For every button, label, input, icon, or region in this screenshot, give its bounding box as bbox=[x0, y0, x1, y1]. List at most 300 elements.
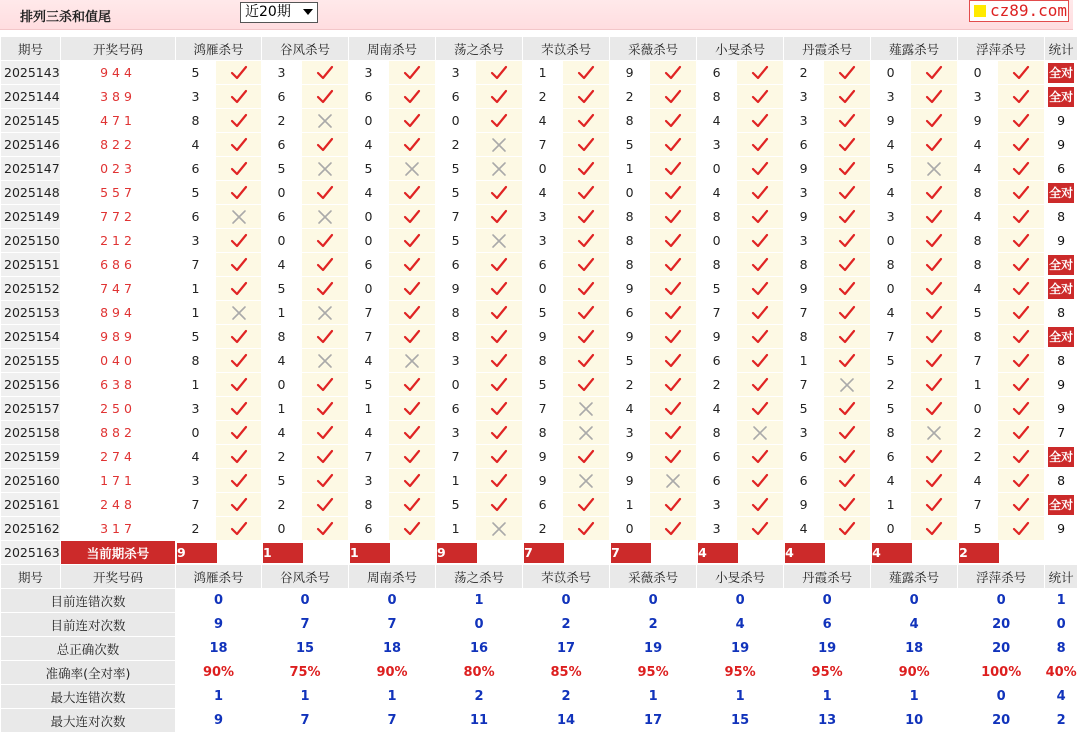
kill-number-cell: 3 bbox=[871, 85, 911, 109]
check-icon bbox=[317, 66, 333, 80]
check-icon bbox=[839, 114, 855, 128]
summary-value: 2 bbox=[523, 613, 610, 637]
kill-number-cell: 1 bbox=[262, 397, 302, 421]
result-cell bbox=[998, 205, 1045, 229]
kill-number-cell: 4 bbox=[871, 469, 911, 493]
summary-value: 7 bbox=[349, 613, 436, 637]
summary-value: 7 bbox=[262, 709, 349, 733]
issue-cell: 2025150 bbox=[1, 229, 61, 253]
kill-number-cell: 3 bbox=[697, 493, 737, 517]
kill-number-cell: 6 bbox=[697, 445, 737, 469]
summary-value: 0 bbox=[1045, 613, 1078, 637]
summary-value: 95% bbox=[610, 661, 697, 685]
all-correct-badge: 全对 bbox=[1048, 63, 1074, 83]
kill-number-cell: 5 bbox=[697, 277, 737, 301]
kill-number-cell: 7 bbox=[784, 301, 824, 325]
draw-number-cell: 638 bbox=[61, 373, 176, 397]
result-cell bbox=[302, 349, 349, 373]
stat-cell bbox=[1045, 325, 1078, 349]
check-icon bbox=[665, 402, 681, 416]
summary-row bbox=[1, 613, 1078, 637]
current-kill-cell bbox=[610, 541, 697, 565]
result-cell bbox=[650, 349, 697, 373]
check-icon bbox=[926, 234, 942, 248]
check-icon bbox=[752, 498, 768, 512]
draw-number-cell: 171 bbox=[61, 469, 176, 493]
result-cell bbox=[911, 229, 958, 253]
current-kill-badge: 4 bbox=[872, 543, 912, 563]
result-cell bbox=[824, 373, 871, 397]
check-icon bbox=[231, 378, 247, 392]
kill-number-cell: 1 bbox=[523, 61, 563, 85]
result-cell bbox=[476, 253, 523, 277]
result-cell bbox=[650, 301, 697, 325]
cross-icon bbox=[404, 162, 420, 176]
result-cell bbox=[998, 493, 1045, 517]
kill-number-cell: 7 bbox=[523, 133, 563, 157]
result-cell bbox=[302, 205, 349, 229]
kill-number-cell: 1 bbox=[176, 373, 216, 397]
check-icon bbox=[665, 522, 681, 536]
check-icon bbox=[752, 306, 768, 320]
result-cell bbox=[824, 301, 871, 325]
kill-number-cell: 8 bbox=[436, 301, 476, 325]
check-icon bbox=[231, 426, 247, 440]
kill-number-cell: 8 bbox=[176, 349, 216, 373]
check-icon bbox=[491, 498, 507, 512]
result-cell bbox=[998, 421, 1045, 445]
result-cell bbox=[216, 61, 262, 85]
check-icon bbox=[578, 258, 594, 272]
kill-number-cell: 8 bbox=[958, 253, 998, 277]
check-icon bbox=[752, 66, 768, 80]
kill-number-cell: 6 bbox=[349, 517, 389, 541]
current-kill-cell bbox=[349, 541, 436, 565]
kill-number-cell: 4 bbox=[958, 469, 998, 493]
column-header: 周南杀号 bbox=[349, 565, 436, 589]
result-cell bbox=[302, 85, 349, 109]
summary-row bbox=[1, 661, 1078, 685]
check-icon bbox=[317, 378, 333, 392]
stat-cell bbox=[1045, 277, 1078, 301]
check-icon bbox=[491, 186, 507, 200]
kill-number-cell: 5 bbox=[436, 157, 476, 181]
result-cell bbox=[998, 229, 1045, 253]
check-icon bbox=[404, 474, 420, 488]
summary-value: 0 bbox=[784, 589, 871, 613]
kill-number-cell: 6 bbox=[436, 253, 476, 277]
check-icon bbox=[491, 378, 507, 392]
kill-number-cell: 2 bbox=[958, 445, 998, 469]
check-icon bbox=[752, 210, 768, 224]
check-icon bbox=[491, 306, 507, 320]
kill-number-cell: 7 bbox=[958, 349, 998, 373]
result-cell bbox=[389, 493, 436, 517]
result-cell bbox=[998, 445, 1045, 469]
kill-number-cell: 2 bbox=[871, 373, 911, 397]
check-icon bbox=[578, 138, 594, 152]
period-select[interactable] bbox=[240, 2, 318, 23]
result-cell bbox=[563, 181, 610, 205]
result-cell bbox=[650, 469, 697, 493]
kill-number-cell: 5 bbox=[610, 349, 650, 373]
check-icon bbox=[491, 258, 507, 272]
result-cell bbox=[216, 277, 262, 301]
kill-number-cell: 6 bbox=[349, 85, 389, 109]
draw-number-cell: 944 bbox=[61, 61, 176, 85]
kill-number-cell: 4 bbox=[349, 349, 389, 373]
summary-value: 2 bbox=[436, 685, 523, 709]
kill-number-cell: 7 bbox=[871, 325, 911, 349]
stat-cell: 9 bbox=[1045, 229, 1078, 253]
top-bar bbox=[0, 0, 1073, 30]
kill-number-cell: 5 bbox=[436, 493, 476, 517]
result-cell bbox=[216, 445, 262, 469]
check-icon bbox=[665, 210, 681, 224]
stat-cell: 7 bbox=[1045, 421, 1078, 445]
kill-number-cell: 5 bbox=[349, 373, 389, 397]
issue-cell: 2025153 bbox=[1, 301, 61, 325]
kill-number-cell: 6 bbox=[176, 205, 216, 229]
summary-value: 7 bbox=[349, 709, 436, 733]
check-icon bbox=[665, 66, 681, 80]
draw-number-cell: 389 bbox=[61, 85, 176, 109]
site-logo[interactable] bbox=[969, 0, 1069, 22]
check-icon bbox=[1013, 90, 1029, 104]
result-cell bbox=[389, 373, 436, 397]
result-cell bbox=[216, 157, 262, 181]
result-cell bbox=[216, 469, 262, 493]
column-header: 开奖号码 bbox=[61, 565, 176, 589]
kill-number-cell: 4 bbox=[871, 133, 911, 157]
cross-icon bbox=[491, 138, 507, 152]
kill-number-cell: 9 bbox=[610, 445, 650, 469]
kill-number-cell: 8 bbox=[784, 325, 824, 349]
kill-number-cell: 5 bbox=[176, 61, 216, 85]
result-cell bbox=[824, 85, 871, 109]
check-icon bbox=[491, 114, 507, 128]
check-icon bbox=[491, 402, 507, 416]
kill-number-cell: 5 bbox=[262, 277, 302, 301]
summary-value: 4 bbox=[697, 613, 784, 637]
result-cell bbox=[737, 421, 784, 445]
result-cell bbox=[650, 85, 697, 109]
check-icon bbox=[231, 498, 247, 512]
result-cell bbox=[563, 253, 610, 277]
kill-number-cell: 7 bbox=[349, 325, 389, 349]
stat-cell: 9 bbox=[1045, 109, 1078, 133]
kill-number-cell: 0 bbox=[871, 61, 911, 85]
kill-number-cell: 4 bbox=[958, 133, 998, 157]
check-icon bbox=[231, 90, 247, 104]
cross-icon bbox=[578, 426, 594, 440]
kill-number-cell: 6 bbox=[262, 85, 302, 109]
current-kill-cell bbox=[436, 541, 523, 565]
check-icon bbox=[1013, 258, 1029, 272]
column-header: 丹霞杀号 bbox=[784, 37, 871, 61]
kill-number-cell: 8 bbox=[523, 349, 563, 373]
kill-number-cell: 8 bbox=[958, 229, 998, 253]
result-cell bbox=[824, 157, 871, 181]
issue-cell: 2025154 bbox=[1, 325, 61, 349]
summary-value: 0 bbox=[697, 589, 784, 613]
result-cell bbox=[737, 157, 784, 181]
summary-value: 0 bbox=[349, 589, 436, 613]
column-header: 鸿雁杀号 bbox=[176, 565, 262, 589]
summary-value: 15 bbox=[697, 709, 784, 733]
check-icon bbox=[752, 90, 768, 104]
cross-icon bbox=[926, 426, 942, 440]
all-correct-badge: 全对 bbox=[1048, 183, 1074, 203]
check-icon bbox=[926, 474, 942, 488]
result-cell bbox=[911, 469, 958, 493]
draw-number-cell: 250 bbox=[61, 397, 176, 421]
result-cell bbox=[389, 85, 436, 109]
result-cell bbox=[650, 133, 697, 157]
result-cell bbox=[216, 301, 262, 325]
summary-value: 8 bbox=[1045, 637, 1078, 661]
kill-number-cell: 0 bbox=[349, 229, 389, 253]
check-icon bbox=[317, 138, 333, 152]
result-cell bbox=[824, 205, 871, 229]
kill-number-cell: 3 bbox=[436, 349, 476, 373]
summary-value: 1 bbox=[349, 685, 436, 709]
result-cell bbox=[824, 397, 871, 421]
check-icon bbox=[404, 90, 420, 104]
result-cell bbox=[302, 157, 349, 181]
result-cell bbox=[737, 229, 784, 253]
check-icon bbox=[926, 378, 942, 392]
draw-number-cell: 023 bbox=[61, 157, 176, 181]
result-cell bbox=[389, 517, 436, 541]
check-icon bbox=[578, 114, 594, 128]
result-cell bbox=[737, 85, 784, 109]
check-icon bbox=[404, 330, 420, 344]
kill-number-cell: 2 bbox=[523, 517, 563, 541]
result-cell bbox=[911, 133, 958, 157]
check-icon bbox=[404, 426, 420, 440]
check-icon bbox=[578, 450, 594, 464]
result-cell bbox=[650, 517, 697, 541]
kill-number-cell: 3 bbox=[784, 229, 824, 253]
check-icon bbox=[1013, 498, 1029, 512]
kill-number-cell: 3 bbox=[176, 397, 216, 421]
result-cell bbox=[737, 301, 784, 325]
column-header: 荡之杀号 bbox=[436, 565, 523, 589]
column-header: 期号 bbox=[1, 565, 61, 589]
check-icon bbox=[491, 450, 507, 464]
draw-number-cell: 882 bbox=[61, 421, 176, 445]
kill-number-cell: 9 bbox=[610, 61, 650, 85]
kill-number-cell: 2 bbox=[697, 373, 737, 397]
kill-number-cell: 0 bbox=[958, 61, 998, 85]
check-icon bbox=[231, 66, 247, 80]
summary-value: 0 bbox=[958, 685, 1045, 709]
current-kill-cell bbox=[958, 541, 1045, 565]
result-cell bbox=[216, 205, 262, 229]
check-icon bbox=[1013, 522, 1029, 536]
check-icon bbox=[1013, 210, 1029, 224]
issue-cell: 2025161 bbox=[1, 493, 61, 517]
summary-label: 目前连错次数 bbox=[1, 589, 176, 613]
kill-number-cell: 9 bbox=[871, 109, 911, 133]
kill-number-cell: 0 bbox=[871, 229, 911, 253]
check-icon bbox=[752, 234, 768, 248]
result-cell bbox=[650, 205, 697, 229]
check-icon bbox=[752, 114, 768, 128]
kill-number-cell: 7 bbox=[349, 301, 389, 325]
check-icon bbox=[926, 138, 942, 152]
check-icon bbox=[839, 474, 855, 488]
summary-value: 0 bbox=[436, 613, 523, 637]
result-cell bbox=[737, 277, 784, 301]
summary-value: 16 bbox=[436, 637, 523, 661]
current-kill-cell bbox=[523, 541, 610, 565]
kill-number-cell: 6 bbox=[436, 85, 476, 109]
kill-number-cell: 3 bbox=[176, 229, 216, 253]
result-cell bbox=[998, 517, 1045, 541]
column-header: 谷风杀号 bbox=[262, 565, 349, 589]
check-icon bbox=[491, 66, 507, 80]
kill-number-cell: 0 bbox=[262, 373, 302, 397]
check-icon bbox=[404, 378, 420, 392]
cross-icon bbox=[491, 522, 507, 536]
draw-number-cell: 274 bbox=[61, 445, 176, 469]
chevron-down-icon bbox=[303, 9, 313, 15]
logo-square-icon bbox=[974, 5, 986, 17]
result-cell bbox=[824, 277, 871, 301]
summary-value: 95% bbox=[784, 661, 871, 685]
result-cell bbox=[824, 421, 871, 445]
check-icon bbox=[491, 330, 507, 344]
result-cell bbox=[563, 205, 610, 229]
check-icon bbox=[578, 66, 594, 80]
check-icon bbox=[839, 522, 855, 536]
result-cell bbox=[824, 133, 871, 157]
check-icon bbox=[578, 306, 594, 320]
current-kill-cell bbox=[176, 541, 262, 565]
kill-number-cell: 6 bbox=[784, 469, 824, 493]
summary-label: 最大连对次数 bbox=[1, 709, 176, 733]
kill-number-cell: 0 bbox=[436, 109, 476, 133]
draw-number-cell: 822 bbox=[61, 133, 176, 157]
kill-number-cell: 2 bbox=[958, 421, 998, 445]
cross-icon bbox=[578, 402, 594, 416]
result-cell bbox=[911, 325, 958, 349]
kill-number-cell: 0 bbox=[349, 205, 389, 229]
kill-number-cell: 8 bbox=[958, 181, 998, 205]
check-icon bbox=[752, 450, 768, 464]
kill-number-cell: 6 bbox=[784, 445, 824, 469]
summary-value: 2 bbox=[1045, 709, 1078, 733]
kill-number-cell: 0 bbox=[958, 397, 998, 421]
check-icon bbox=[578, 282, 594, 296]
check-icon bbox=[317, 426, 333, 440]
draw-number-cell: 212 bbox=[61, 229, 176, 253]
result-cell bbox=[563, 325, 610, 349]
kill-number-table bbox=[0, 36, 1078, 733]
current-kill-badge: 1 bbox=[350, 543, 390, 563]
result-cell bbox=[302, 301, 349, 325]
column-header: 浮萍杀号 bbox=[958, 565, 1045, 589]
result-cell bbox=[476, 397, 523, 421]
check-icon bbox=[1013, 402, 1029, 416]
draw-number-cell: 772 bbox=[61, 205, 176, 229]
kill-number-cell: 2 bbox=[176, 517, 216, 541]
result-cell bbox=[911, 109, 958, 133]
result-cell bbox=[216, 85, 262, 109]
stat-cell: 9 bbox=[1045, 517, 1078, 541]
check-icon bbox=[665, 114, 681, 128]
check-icon bbox=[404, 66, 420, 80]
result-cell bbox=[476, 421, 523, 445]
result-cell bbox=[911, 493, 958, 517]
column-header: 浮萍杀号 bbox=[958, 37, 1045, 61]
check-icon bbox=[839, 138, 855, 152]
column-header: 芣苡杀号 bbox=[523, 565, 610, 589]
check-icon bbox=[317, 282, 333, 296]
kill-number-cell: 0 bbox=[871, 277, 911, 301]
current-kill-badge: 4 bbox=[698, 543, 738, 563]
summary-value: 19 bbox=[697, 637, 784, 661]
check-icon bbox=[231, 282, 247, 296]
result-cell bbox=[216, 397, 262, 421]
kill-number-cell: 4 bbox=[610, 397, 650, 421]
kill-number-cell: 4 bbox=[697, 181, 737, 205]
kill-number-cell: 4 bbox=[697, 397, 737, 421]
kill-number-cell: 7 bbox=[436, 205, 476, 229]
summary-value: 2 bbox=[610, 613, 697, 637]
column-header: 芣苡杀号 bbox=[523, 37, 610, 61]
kill-number-cell: 5 bbox=[958, 517, 998, 541]
check-icon bbox=[578, 330, 594, 344]
summary-value: 19 bbox=[784, 637, 871, 661]
result-cell bbox=[824, 61, 871, 85]
stat-cell: 8 bbox=[1045, 205, 1078, 229]
kill-number-cell: 5 bbox=[958, 301, 998, 325]
kill-number-cell: 1 bbox=[871, 493, 911, 517]
kill-number-cell: 3 bbox=[436, 61, 476, 85]
result-cell bbox=[389, 349, 436, 373]
check-icon bbox=[578, 210, 594, 224]
column-header: 统计 bbox=[1045, 565, 1078, 589]
cross-icon bbox=[752, 426, 768, 440]
summary-value: 95% bbox=[697, 661, 784, 685]
check-icon bbox=[491, 90, 507, 104]
kill-number-cell: 0 bbox=[523, 157, 563, 181]
result-cell bbox=[389, 469, 436, 493]
kill-number-cell: 2 bbox=[262, 109, 302, 133]
result-cell bbox=[216, 493, 262, 517]
summary-value: 18 bbox=[349, 637, 436, 661]
result-cell bbox=[216, 421, 262, 445]
current-issue-row bbox=[1, 541, 1078, 565]
result-cell bbox=[911, 157, 958, 181]
check-icon bbox=[926, 522, 942, 536]
kill-number-cell: 3 bbox=[784, 421, 824, 445]
kill-number-cell: 5 bbox=[349, 157, 389, 181]
draw-number-cell: 471 bbox=[61, 109, 176, 133]
check-icon bbox=[578, 162, 594, 176]
summary-value: 85% bbox=[523, 661, 610, 685]
result-cell bbox=[302, 253, 349, 277]
check-icon bbox=[665, 258, 681, 272]
kill-number-cell: 4 bbox=[349, 421, 389, 445]
summary-value: 13 bbox=[784, 709, 871, 733]
kill-number-cell: 2 bbox=[784, 61, 824, 85]
result-cell bbox=[998, 253, 1045, 277]
check-icon bbox=[1013, 306, 1029, 320]
